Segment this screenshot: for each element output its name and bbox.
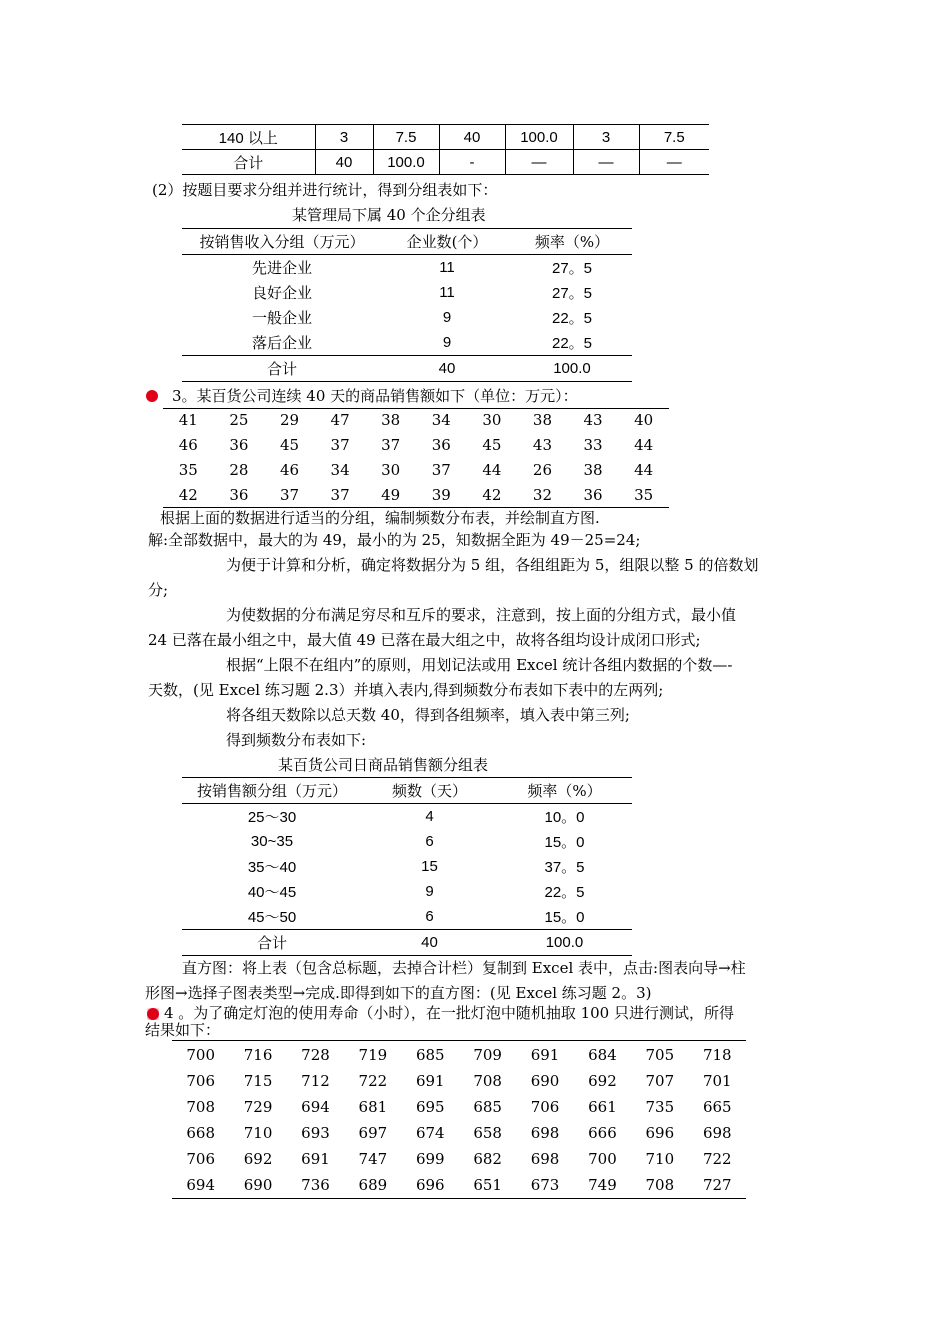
table-cell: 38 (381, 410, 401, 429)
table-cell: 9 (442, 334, 452, 351)
table-cell: 25～30 (247, 809, 297, 826)
table-row (182, 804, 632, 830)
table-cell: 3 (315, 125, 373, 150)
table-cell: 727 (702, 1175, 732, 1194)
table-cell: 27。5 (551, 260, 593, 277)
paragraph: 天数，(见 Excel 练习题 2.3）并填入表内,得到频数分布表如下表中的左两列; (148, 681, 664, 699)
table-row (182, 854, 632, 879)
table-cell: 32 (532, 485, 552, 504)
table-cell: 708 (473, 1072, 502, 1090)
paragraph: 将各组天数除以总天数 40，得到各组频率，填入表中第三列; (226, 706, 630, 724)
column-header: 按销售额分组（万元） (196, 782, 347, 800)
table-cell: 29 (279, 410, 300, 429)
table-cell: — (639, 150, 709, 175)
section2-intro: (2）按题目要求分组并进行统计，得到分组表如下： (152, 181, 498, 199)
table-cell: 693 (301, 1124, 330, 1142)
column-header: 企业数(个） (406, 233, 488, 251)
table-cell: 46 (279, 460, 300, 479)
table-cell: 140 以上 (182, 125, 315, 150)
table-cell: 42 (178, 485, 198, 504)
table-cell: 668 (186, 1124, 216, 1142)
table-row (172, 1146, 746, 1172)
table-cell: 49 (381, 485, 401, 504)
table-cell: 722 (702, 1150, 732, 1168)
table-cell: 44 (634, 435, 654, 454)
sales-table-title: 某百货公司日商品销售额分组表 (278, 756, 489, 774)
table-cell: 700 (588, 1150, 617, 1168)
table-cell: 30~35 (250, 833, 294, 850)
table-cell: 44 (482, 460, 502, 479)
table-cell: 685 (473, 1098, 502, 1116)
table-row (182, 125, 709, 150)
table-cell: 22。5 (551, 335, 593, 352)
table-cell: 39 (431, 485, 451, 504)
table-cell: 40～45 (247, 884, 297, 901)
table-cell: 694 (301, 1098, 330, 1116)
table-cell: 30 (381, 460, 401, 479)
rule (172, 1040, 746, 1041)
table-cell: 10。0 (544, 809, 585, 826)
enterprise-group-table (182, 229, 632, 382)
table-cell: 先进企业 (251, 260, 312, 277)
red-bullet-icon (146, 390, 158, 402)
table-cell: 45 (482, 435, 502, 454)
table-row (163, 407, 669, 432)
table-cell: 43 (583, 410, 603, 429)
table-cell: 15 (421, 858, 438, 875)
table-cell: 722 (358, 1072, 388, 1090)
table-cell: — (573, 150, 639, 175)
table-cell: 37。5 (544, 859, 585, 876)
table-cell: 697 (358, 1124, 388, 1142)
table-cell: 45～50 (247, 909, 297, 926)
table-cell: 699 (415, 1150, 445, 1168)
paragraph: 根据“上限不在组内”的原则，用划记法或用 Excel 统计各组内数据的个数—- (226, 656, 733, 674)
table-cell: 100.0 (373, 150, 439, 175)
table-row (163, 432, 669, 457)
table-row (163, 457, 669, 482)
table-cell: 698 (530, 1124, 560, 1142)
table-cell: 715 (243, 1072, 273, 1090)
column-header: 频率（%） (534, 233, 610, 251)
table-cell: 6 (425, 908, 434, 925)
table-cell: 37 (279, 485, 300, 504)
table-row (172, 1042, 746, 1068)
table-cell: 35～40 (247, 859, 297, 876)
table-cell: 7.5 (639, 125, 709, 150)
table-cell: 700 (186, 1046, 216, 1064)
table-cell: 690 (243, 1175, 273, 1194)
table-cell: 100.0 (505, 125, 573, 150)
sales-data-grid (163, 407, 669, 508)
table-cell: 729 (243, 1098, 273, 1116)
table-cell: 11 (439, 259, 455, 276)
table-cell: 719 (358, 1046, 388, 1064)
paragraph: 得到频数分布表如下: (226, 731, 367, 749)
table-cell: 良好企业 (251, 285, 312, 302)
table-cell: 40 (439, 125, 505, 150)
table-row (182, 879, 632, 904)
table-cell: 40 (315, 150, 373, 175)
table-cell: 661 (588, 1098, 617, 1116)
table-cell: 44 (634, 460, 654, 479)
table-cell: 15。0 (544, 834, 585, 851)
table-cell: 36 (431, 435, 451, 454)
table-cell: 36 (229, 485, 249, 504)
table-cell: 37 (330, 485, 350, 504)
table-row (182, 150, 709, 175)
table-cell: 696 (645, 1124, 675, 1142)
table-cell: 696 (415, 1175, 445, 1194)
table-cell: 15。0 (544, 909, 585, 926)
table-cell: 706 (186, 1072, 216, 1090)
table-cell: 684 (588, 1046, 617, 1064)
table-cell: 691 (301, 1150, 330, 1168)
problem4-title: 4 。为了确定灯泡的使用寿命（小时），在一批灯泡中随机抽取 100 只进行测试，所得 (164, 1004, 734, 1022)
table-cell: 37 (330, 435, 350, 454)
table-cell: 100.0 (545, 934, 584, 951)
table-cell: — (505, 150, 573, 175)
table-cell: 666 (588, 1124, 617, 1142)
table-cell: 689 (358, 1175, 388, 1194)
table-header-row (182, 229, 632, 255)
table-row (163, 482, 669, 508)
table-cell: 712 (301, 1072, 330, 1090)
table-cell: 一般企业 (251, 310, 312, 327)
table-cell: 40 (438, 360, 456, 377)
problem3-title: 3。某百货公司连续 40 天的商品销售额如下（单位：万元）： (172, 387, 578, 405)
table-cell: 682 (473, 1150, 502, 1168)
paragraph: 解:全部数据中，最大的为 49，最小的为 25，知数据全距为 49－25=24; (148, 531, 641, 549)
table-cell: 698 (702, 1124, 732, 1142)
table-row (172, 1172, 746, 1198)
table-header-row (182, 778, 632, 804)
table-cell: 665 (702, 1098, 732, 1116)
paragraph: 直方图：将上表（包含总标题，去掉合计栏）复制到 Excel 表中，点击:图表向导→柱 (182, 959, 746, 977)
table-cell: 43 (532, 435, 552, 454)
table-cell: 7.5 (373, 125, 439, 150)
table-cell: 36 (583, 485, 603, 504)
table-row (182, 255, 632, 281)
table-cell: 707 (645, 1072, 675, 1090)
table-cell: - (439, 150, 505, 175)
table-cell: 736 (301, 1175, 330, 1194)
table-row (182, 330, 632, 356)
table-cell: 692 (588, 1072, 617, 1090)
bulb-life-grid (172, 1042, 746, 1199)
table-cell: 41 (178, 410, 198, 429)
table-row (182, 280, 632, 305)
paragraph: 分; (148, 581, 169, 599)
table-row (172, 1120, 746, 1146)
table-cell: 692 (243, 1150, 273, 1168)
table-cell: 11 (439, 284, 455, 301)
table-cell: 673 (530, 1175, 560, 1194)
table-cell: 40 (421, 934, 438, 951)
table-cell: 701 (702, 1072, 732, 1090)
table-cell: 708 (645, 1175, 675, 1194)
table-cell: 38 (532, 410, 552, 429)
table-row (172, 1068, 746, 1094)
table-cell: 651 (473, 1175, 502, 1194)
table-cell: 100.0 (553, 360, 591, 377)
column-header: 频数（天） (391, 782, 467, 800)
table-cell: 698 (530, 1150, 560, 1168)
paragraph: 为便于计算和分析，确定将数据分为 5 组，各组组距为 5，组限以整 5 的倍数划 (226, 556, 759, 574)
table-cell: 708 (186, 1098, 216, 1116)
problem4-title-cont: 结果如下： (145, 1021, 221, 1039)
table-cell: 749 (588, 1175, 617, 1194)
table-cell: 36 (229, 435, 249, 454)
sales-frequency-table (182, 778, 632, 956)
table-cell: 691 (530, 1046, 560, 1064)
table-cell: 46 (178, 435, 198, 454)
table-cell: 26 (532, 460, 552, 479)
table-cell: 落后企业 (251, 335, 312, 352)
table-cell: 710 (243, 1124, 273, 1142)
table-total-row (182, 356, 632, 382)
top-frequency-table (182, 124, 709, 175)
table-cell: 6 (425, 833, 434, 850)
table-cell: 710 (645, 1150, 675, 1168)
table-cell: 716 (243, 1046, 273, 1064)
table-row (182, 829, 632, 854)
table-cell: 38 (583, 460, 603, 479)
table-cell: 25 (229, 410, 249, 429)
paragraph: 为使数据的分布满足穷尽和互斥的要求，注意到，按上面的分组方式，最小值 (226, 606, 737, 624)
paragraph: 24 已落在最小组之中，最大值 49 已落在最大组之中，故将各组均设计成闭口形式; (148, 631, 701, 649)
table-cell: 706 (530, 1098, 560, 1116)
table-cell: 合计 (182, 150, 315, 175)
table-cell: 35 (634, 485, 654, 504)
table-total-row (182, 930, 632, 956)
table-cell: 747 (358, 1150, 388, 1168)
table-cell: 27。5 (551, 285, 593, 302)
paragraph: 形图→选择子图表类型→完成.即得到如下的直方图：(见 Excel 练习题 2。3) (145, 984, 652, 1002)
column-header: 按销售收入分组（万元） (199, 233, 365, 251)
table-cell: 685 (415, 1046, 445, 1064)
table-cell: 34 (330, 460, 350, 479)
table-cell: 709 (473, 1046, 502, 1064)
table-cell: 658 (473, 1124, 502, 1142)
table-cell: 690 (530, 1072, 560, 1090)
table-cell: 合计 (256, 935, 287, 952)
column-header: 频率（%） (527, 782, 602, 800)
table-cell: 735 (645, 1098, 675, 1116)
table-cell: 4 (425, 808, 434, 825)
table-cell: 728 (301, 1046, 330, 1064)
table-cell: 694 (186, 1175, 216, 1194)
table-cell: 706 (186, 1150, 216, 1168)
table-cell: 705 (645, 1046, 675, 1064)
table-cell: 42 (482, 485, 502, 504)
table-cell: 9 (425, 883, 434, 900)
table-cell: 33 (583, 435, 603, 454)
table-cell: 30 (482, 410, 502, 429)
table-cell: 22。5 (551, 310, 593, 327)
table-cell: 35 (178, 460, 198, 479)
section2-table-title: 某管理局下属 40 个企分组表 (292, 206, 486, 224)
table-cell: 681 (358, 1098, 388, 1116)
table-cell: 3 (573, 125, 639, 150)
table-row (172, 1094, 746, 1120)
table-cell: 37 (431, 460, 451, 479)
table-cell: 40 (634, 410, 654, 429)
red-bullet-icon (147, 1008, 159, 1020)
table-cell: 45 (279, 435, 300, 454)
table-cell: 合计 (266, 361, 297, 378)
paragraph: 根据上面的数据进行适当的分组，编制频数分布表，并绘制直方图. (160, 509, 600, 527)
table-cell: 28 (229, 460, 249, 479)
table-cell: 691 (415, 1072, 445, 1090)
table-cell: 674 (415, 1124, 445, 1142)
table-cell: 37 (381, 435, 401, 454)
table-row (182, 305, 632, 330)
table-cell: 695 (415, 1098, 445, 1116)
table-cell: 22。5 (544, 884, 585, 901)
table-cell: 9 (442, 309, 452, 326)
table-cell: 718 (702, 1046, 732, 1064)
table-row (182, 904, 632, 930)
table-cell: 34 (431, 410, 451, 429)
table-cell: 47 (330, 410, 350, 429)
